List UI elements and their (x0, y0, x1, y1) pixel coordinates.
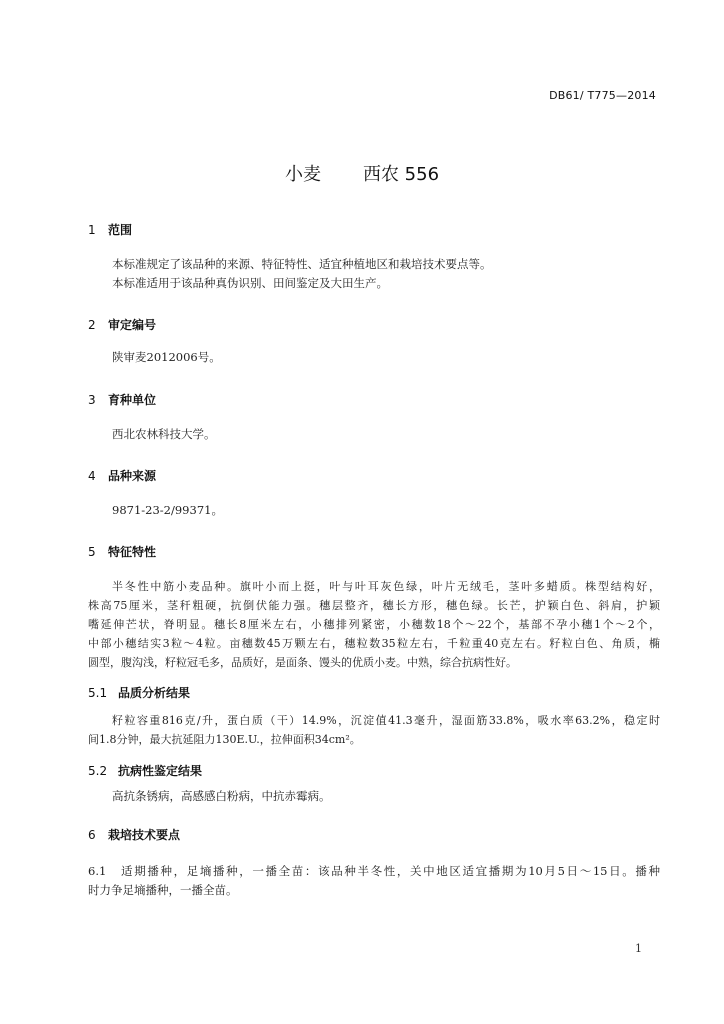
page-title (0, 160, 724, 186)
page-number: 1 (635, 942, 642, 955)
title-variety: 西农 556 (362, 164, 440, 185)
section-2-body: 陕审麦2012006号。 (112, 350, 221, 364)
section-4-body: 9871-23-2/99371。 (112, 503, 223, 517)
section-6-1-body: 6.1 适期播种，足墒播种，一播全苗：该品种半冬性，关中地区适宜播期为10月5日～15日。播种 时力争足墒播种，一播全苗。 (88, 864, 660, 897)
section-heading-3: 3 育种单位 (88, 393, 157, 407)
section-5-body: 半冬性中筋小麦品种。旗叶小而上挺，叶与叶耳灰色绿，叶片无绒毛，茎叶多蜡质。株型结构好， 株高75厘米，茎秆粗硬，抗倒伏能力强。穗层整齐，穗长方形，穗色绿。长芒，护颖白色、斜肩，护颖 嘴延伸芒状，脊明显。穗长8厘米左右，小穗排列紧密，小穗数18个～22个，基部不孕小穗1个～2个， 中部小穗结实3粒～4粒。亩穗数45万颗左右，穗粒数35粒左右，千粒重40克左右。籽粒白色、角质，椭 圆型，腹沟浅，籽粒冠毛多，品质好，是面条、馒头的优质小麦。中熟，综合抗病性好。 (88, 580, 660, 669)
section-heading-4: 4 品种来源 (88, 469, 157, 483)
section-5-1-body: 籽粒容重816克/升，蛋白质（干）14.9%，沉淀值41.3毫升，湿面筋33.8%，吸水率63.2%，稳定时 间1.8分钟，最大抗延阻力130E.U.，拉伸面积34cm²。 (88, 714, 660, 746)
section-heading-5-1: 5.1 品质分析结果 (88, 686, 191, 700)
section-heading-2: 2 审定编号 (88, 318, 157, 332)
section-heading-6: 6 栽培技术要点 (88, 828, 181, 842)
section-5-2-body: 高抗条锈病，高感感白粉病，中抗赤霉病。 (112, 789, 331, 803)
section-heading-1: 1 范围 (88, 223, 133, 237)
section-heading-5: 5 特征特性 (88, 545, 157, 559)
title-crop: 小麦 (284, 164, 321, 185)
section-1-body: 本标准规定了该品种的来源、特征特性、适宜种植地区和栽培技术要点等。 本标准适用于该品种真伪识别、田间鉴定及大田生产。 (112, 257, 492, 290)
section-3-body: 西北农林科技大学。 (112, 427, 216, 441)
section-heading-5-2: 5.2 抗病性鉴定结果 (88, 764, 203, 778)
document-code: DB61/ T775—2014 (549, 89, 656, 102)
